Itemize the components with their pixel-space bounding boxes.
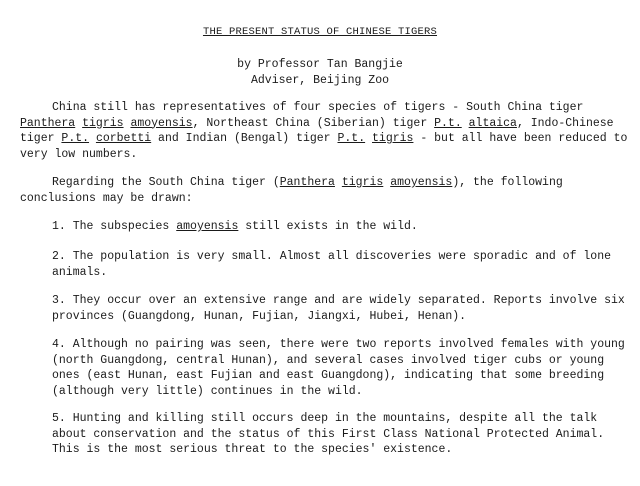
point-1 (52, 219, 628, 235)
subspecies-name: altaica (468, 116, 517, 130)
regarding-paragraph (20, 175, 628, 206)
subspecies-name: tigris (372, 132, 414, 145)
intro-paragraph (20, 100, 635, 162)
text-run (335, 176, 342, 189)
genus-name: Panthera (279, 176, 335, 189)
subspecies-name: corbetti (95, 132, 152, 145)
abbrev-name: P.t. (337, 132, 366, 145)
text-run (89, 132, 96, 145)
author-line: by Professor Tan Bangjie (237, 58, 403, 71)
text-run (462, 117, 469, 130)
genus-name: Panthera (20, 116, 76, 130)
abbrev-name: P.t. (61, 132, 90, 145)
text-run: ), the following conclusions may be drawn: (20, 176, 570, 205)
text-run: 1. The subspecies (52, 220, 177, 233)
species-name: tigris (341, 176, 384, 189)
text-run (365, 132, 372, 145)
text-run: - but all have been reduced to very low numbers. (20, 132, 635, 161)
point-2: 2. The population is very small. Almost all discoveries were sporadic and of lone animals. (52, 250, 618, 279)
species-name: tigris (82, 116, 124, 130)
point-5: 5. Hunting and killing still occurs deep in the mountains, despite all the talk about conservation and the status of this First Class National Protected Animal. This is the most serious threat to the species' existence. (52, 412, 611, 456)
subspecies-name: amoyensis (176, 220, 239, 233)
subspecies-name: amoyensis (130, 116, 193, 130)
text-run: and Indian (Bengal) tiger (151, 132, 338, 145)
abbrev-name: P.t. (434, 116, 462, 130)
point-3: 3. They occur over an extensive range and are widely separated. Reports involve six provinces (Guangdong, Hunan, Fujian, Jiangxi, Hubei, Henan). (52, 294, 632, 323)
point-4: 4. Although no pairing was seen, there were two reports involved females with young (north Guangdong, central Hunan), and several cases involved tiger cubs or young ones (east Hunan, east Fujian and east Guangdong), indicating that some breeding (although very little) continues in the wild. (52, 338, 632, 398)
text-run: still exists in the wild. (238, 220, 418, 233)
text-run: , Indo-Chinese tiger (20, 116, 621, 145)
document-title: THE PRESENT STATUS OF CHINESE TIGERS (202, 26, 438, 38)
affiliation-line: Adviser, Beijing Zoo (250, 74, 390, 87)
text-run: Regarding the South China tiger ( (52, 176, 280, 189)
subspecies-name: amoyensis (390, 176, 453, 189)
text-run: China still has representatives of four species of tigers - South China tiger (52, 101, 591, 114)
text-run: , Northeast China (Siberian) tiger (192, 116, 435, 130)
